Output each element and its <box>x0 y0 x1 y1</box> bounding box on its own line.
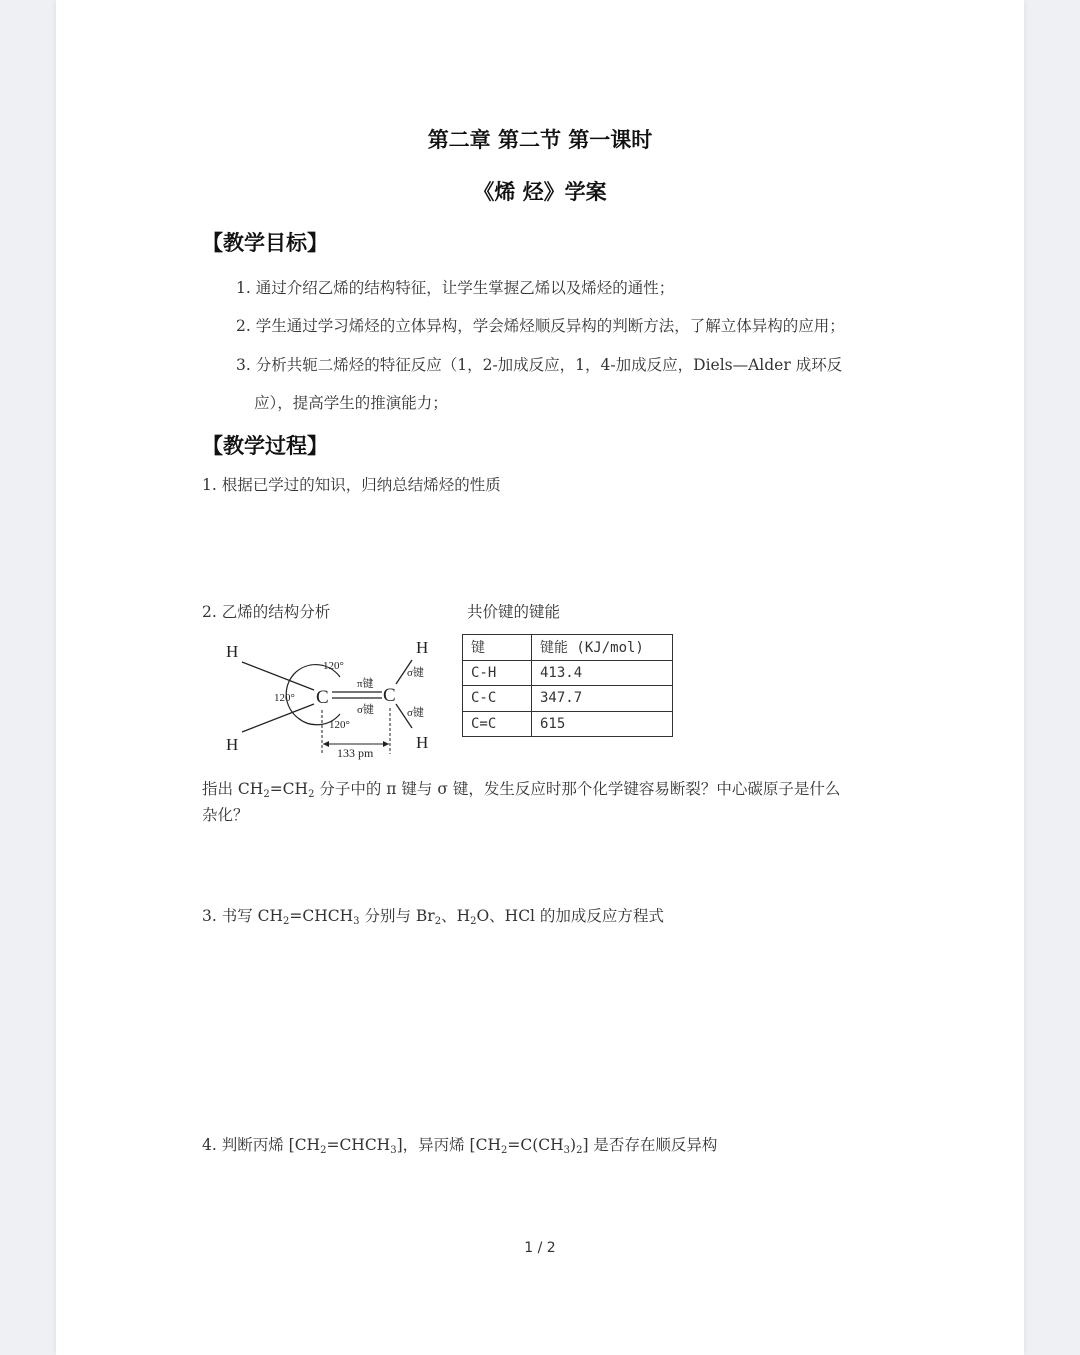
document-page <box>56 0 1024 1355</box>
table-row <box>463 711 673 737</box>
goal-item-3: 3. 分析共轭二烯烃的特征反应（1，2-加成反应，1，4-加成反应，Diels—Alder 成环反 <box>236 356 843 374</box>
question-2-text: 指出 $CH_2=CH_2$ 分子中的 π 键与 σ 键，发生反应时那个化学键容易断裂？中心碳原子是什么 <box>202 780 841 800</box>
table-cell: 615 <box>532 711 673 737</box>
page-number: 1 / 2 <box>524 1240 556 1256</box>
question-1: 1. 根据已学过的知识，归纳总结烯烃的性质 <box>202 476 501 494</box>
page-title: 第二章 第二节 第一课时 <box>427 127 653 152</box>
sigma-bond-label-bottom-right: σ键 <box>407 707 424 719</box>
question-3: 3. 书写 $CH_2=CHCH_3$ 分别与 $Br_2$、$H_2O$、HCl 的加成反应方程式 <box>202 907 664 927</box>
table-row <box>463 686 673 712</box>
diagram-h-top-left: H <box>226 642 239 661</box>
table-cell: C-C <box>463 686 532 712</box>
dimension-arrow-right <box>383 741 389 747</box>
table-header-row <box>463 635 673 661</box>
diagram-h-bottom-left: H <box>226 735 239 754</box>
question-2-text-cont: 杂化？ <box>202 806 249 824</box>
question-2-label: 2. 乙烯的结构分析 <box>202 603 331 621</box>
goal-item-1: 1. 通过介绍乙烯的结构特征，让学生掌握乙烯以及烯烃的通性； <box>236 279 675 297</box>
goals-heading: 【教学目标】 <box>202 230 328 255</box>
angle-label-bottom: 120° <box>329 719 350 731</box>
goal-item-3-cont: 应），提高学生的推演能力； <box>254 394 448 412</box>
table-cell: C=C <box>463 711 532 737</box>
bond-ch-top-left <box>242 662 314 690</box>
angle-label-left: 120° <box>274 692 295 704</box>
pi-bond-label: π键 <box>357 678 374 690</box>
bond-ch-bottom-left <box>242 704 314 732</box>
sigma-bond-label-top-right: σ键 <box>407 667 424 679</box>
ethylene-structure-diagram <box>216 632 446 762</box>
table-header-cell: 键能 (KJ/mol) <box>532 635 673 661</box>
table-cell: 347.7 <box>532 686 673 712</box>
table-cell: C-H <box>463 660 532 686</box>
diagram-carbon-left: C <box>316 687 329 708</box>
diagram-h-top-right: H <box>416 638 429 657</box>
angle-label-top: 120° <box>323 660 344 672</box>
page-subtitle: 《烯 烃》学案 <box>473 179 607 204</box>
diagram-h-bottom-right: H <box>416 733 429 752</box>
table-header-cell: 键 <box>463 635 532 661</box>
sigma-bond-label-center: σ键 <box>357 704 374 716</box>
diagram-carbon-right: C <box>383 685 396 706</box>
table-caption: 共价键的键能 <box>467 603 561 621</box>
process-heading: 【教学过程】 <box>202 433 328 458</box>
table-cell: 413.4 <box>532 660 673 686</box>
bond-length-label: 133 pm <box>337 746 374 760</box>
goal-item-2: 2. 学生通过学习烯烃的立体异构，学会烯烃顺反异构的判断方法，了解立体异构的应用； <box>236 317 845 335</box>
question-4: 4. 判断丙烯 $[CH_2=CHCH_3]$，异丙烯 $[CH_2=C(CH_3)_2]$ 是否存在顺反异构 <box>202 1136 718 1156</box>
bond-energy-table <box>462 634 673 737</box>
table-row <box>463 660 673 686</box>
dimension-arrow-left <box>323 741 329 747</box>
